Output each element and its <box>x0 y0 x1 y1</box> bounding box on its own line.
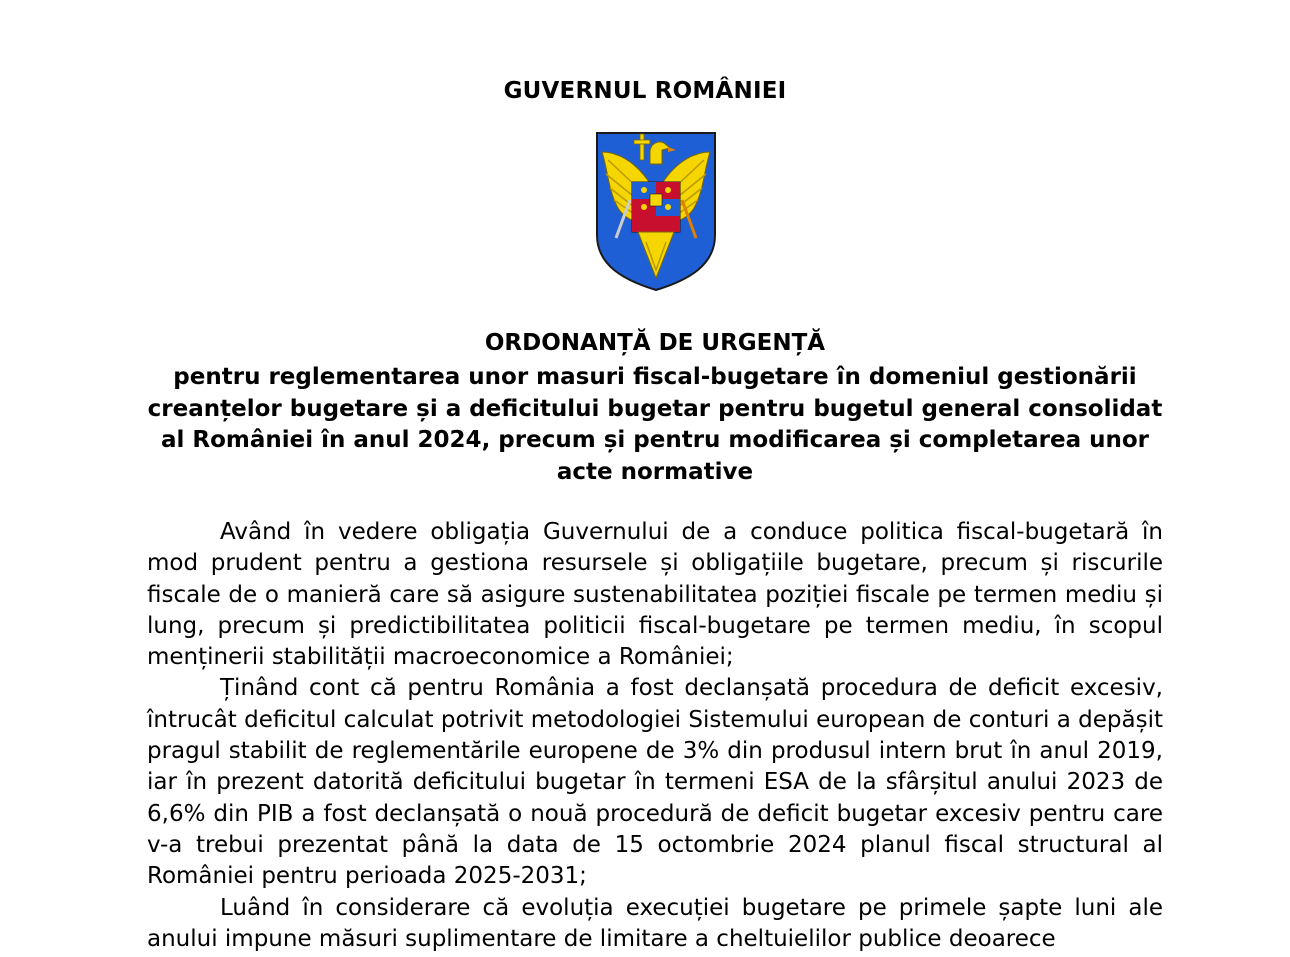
government-title: GUVERNUL ROMÂNIEI <box>503 78 787 104</box>
document-subtitle: pentru reglementarea unor masuri fiscal-bugetare în domeniul gestionării creanțelor bugetare și a deficitului bugetar pentru bugetul general consolidat al României în anul 2024, precum și pentru modificarea și completarea unor acte normative <box>147 364 1163 485</box>
body-paragraph: Ținând cont că pentru România a fost declanșată procedura de deficit excesiv, întrucât deficitul calculat potrivit metodologiei Sistemului european de conturi a depășit pragul stabilit de reglementările europene de 3% din produsul intern brut în anul 2019, iar în prezent datorită deficitului bugetar în termeni ESA de la sfârșitul anului 2023 de 6,6% din PIB a fost declanșată o nouă procedură de deficit bugetar excesiv pentru care v-a trebui prezentat până la data de 15 octombrie 2024 planul fiscal structural al României pentru perioada 2025-2031; <box>147 675 1163 890</box>
document-type-heading: ORDONANȚĂ DE URGENȚĂ <box>484 330 826 356</box>
document-body <box>147 517 1163 955</box>
body-paragraph: Luând în considerare că evoluția execuției bugetare pe primele șapte luni ale anului impune măsuri suplimentare de limitare a cheltuielilor publice deoarece <box>147 894 1163 952</box>
body-paragraph: Având în vedere obligația Guvernului de a conduce politica fiscal-bugetară în mod prudent pentru a gestiona resursele și obligațiile bugetare, precum și riscurile fiscale de o manieră care să asigure sustenabilitatea poziției fiscale pe termen mediu și lung, precum și predictibilitatea politicii fiscal-bugetare pe termen mediu, în scopul menținerii stabilității macroeconomice a României; <box>147 519 1163 671</box>
romania-coat-of-arms-icon <box>594 130 718 292</box>
